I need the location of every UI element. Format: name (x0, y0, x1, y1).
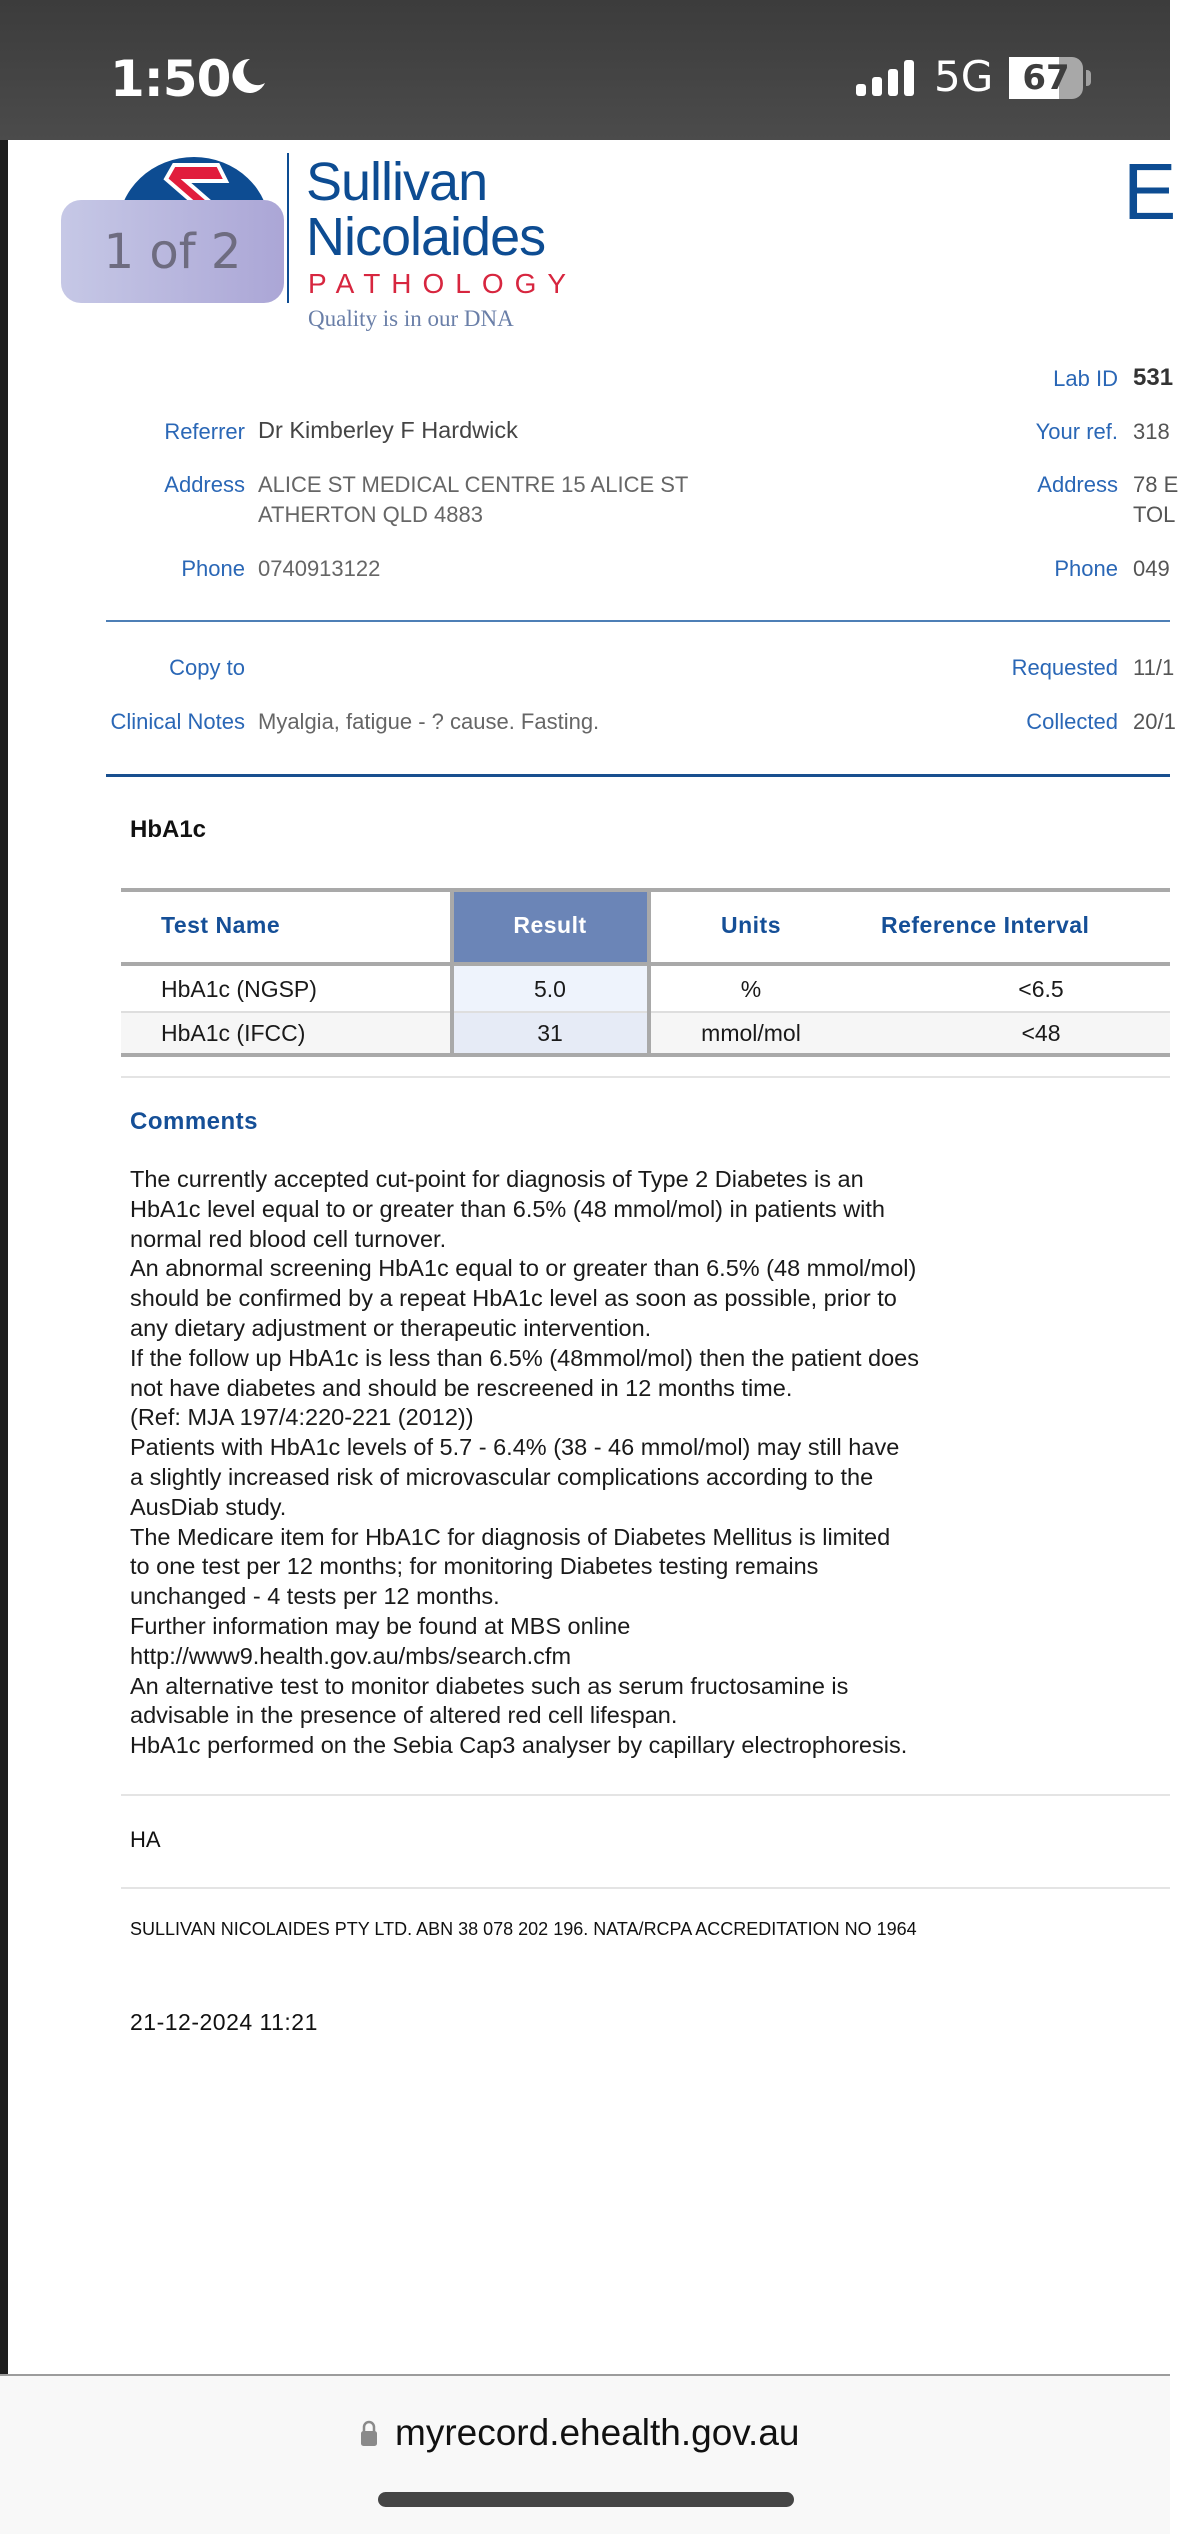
table-top-border (121, 888, 1170, 892)
comment-line: The currently accepted cut-point for diagnosis of Type 2 Diabetes is an (130, 1166, 864, 1192)
results-table (121, 888, 1170, 1058)
collected-value: 20/1 (1133, 709, 1176, 734)
referrer-phone-value: 0740913122 (258, 556, 381, 581)
test-name-cell: HbA1c (NGSP) (161, 976, 317, 1002)
battery-icon (1009, 57, 1083, 99)
divider (121, 1794, 1170, 1796)
logo-text-pathology: PATHOLOGY (308, 268, 578, 299)
lock-icon (360, 2420, 378, 2446)
patient-address-line2: TOL (1133, 502, 1176, 527)
comment-line: The Medicare item for HbA1C for diagnosis of Diabetes Mellitus is limited (130, 1523, 891, 1550)
result-cell: 5.0 (534, 976, 566, 1002)
referrer-address-line2: ATHERTON QLD 4883 (258, 502, 483, 527)
comment-line: An abnormal screening HbA1c equal to or greater than 6.5% (48 mmol/mol) (130, 1255, 917, 1282)
comment-line: to one test per 12 months; for monitoring Diabetes testing remains (130, 1553, 819, 1580)
clinical-notes-value: Myalgia, fatigue - ? cause. Fasting. (258, 709, 600, 734)
comment-line: If the follow up HbA1c is less than 6.5% (48mmol/mol) then the patient does (130, 1344, 919, 1371)
header-result: Result (513, 912, 587, 938)
status-time: 1:50 (110, 50, 231, 108)
units-cell: mmol/mol (701, 1020, 801, 1046)
left-edge (0, 140, 8, 2374)
printed-datetime: 21-12-2024 11:21 (130, 2009, 318, 2035)
signal-icon (856, 60, 916, 96)
units-cell: % (740, 976, 762, 1002)
comment-line: Further information may be found at MBS online (130, 1612, 631, 1639)
comment-link-line[interactable]: http://www9.health.gov.au/mbs/search.cfm (130, 1642, 572, 1669)
patient-address-label: Address (1037, 472, 1118, 497)
section-divider-dark (106, 774, 1170, 777)
status-bar (0, 0, 1170, 140)
moon-icon (228, 56, 268, 96)
comment-line: unchanged - 4 tests per 12 months. (130, 1583, 500, 1610)
comment-line: not have diabetes and should be rescreened in 12 months time. (130, 1374, 793, 1401)
comments-title: Comments (130, 1108, 259, 1135)
page-indicator-badge (61, 200, 284, 303)
url-text[interactable]: myrecord.ehealth.gov.au (395, 2412, 800, 2453)
table-header-border (121, 962, 1170, 966)
divider (121, 1076, 1170, 1078)
clinical-notes-label: Clinical Notes (110, 709, 245, 734)
test-section-title: HbA1c (130, 816, 207, 843)
reference-cell: <6.5 (1018, 976, 1064, 1002)
divider (121, 1887, 1170, 1889)
comment-line: any dietary adjustment or therapeutic intervention. (130, 1314, 652, 1341)
patient-phone-label: Phone (1054, 556, 1118, 581)
comment-line: should be confirmed by a repeat HbA1c level as soon as possible, prior to (130, 1285, 897, 1312)
comment-line: a slightly increased risk of microvascular complications according to the (130, 1463, 874, 1490)
comment-line: normal red blood cell turnover. (130, 1225, 447, 1252)
section-divider (106, 620, 1170, 622)
browser-url-bar[interactable] (0, 2374, 1170, 2534)
referrer-value: Dr Kimberley F Hardwick (258, 417, 518, 443)
battery-nub (1086, 70, 1091, 86)
comment-line: (Ref: MJA 197/4:220-221 (2012)) (130, 1404, 474, 1431)
logo-text-sullivan: Sullivan (306, 152, 488, 212)
header-title-partial: E (1123, 147, 1177, 236)
requested-label: Requested (1011, 655, 1118, 680)
result-cell: 31 (537, 1020, 563, 1046)
referrer-phone-label: Phone (181, 556, 245, 581)
patient-phone-value: 049 (1133, 556, 1170, 581)
copy-to-label: Copy to (169, 655, 245, 680)
initials: HA (130, 1827, 161, 1852)
lab-id-value: 531 (1133, 364, 1174, 391)
comment-line: HbA1c performed on the Sebia Cap3 analyser by capillary electrophoresis. (130, 1732, 908, 1759)
referrer-label: Referrer (164, 419, 245, 444)
referrer-address-line1: ALICE ST MEDICAL CENTRE 15 ALICE ST (258, 472, 689, 497)
header-reference-interval: Reference Interval (881, 912, 1090, 938)
table-bottom-border (121, 1053, 1170, 1057)
home-indicator[interactable] (378, 2492, 794, 2507)
requested-value: 11/1 (1133, 655, 1175, 680)
referrer-address-label: Address (164, 472, 245, 497)
logo-tagline: Quality is in our DNA (308, 306, 514, 331)
reference-cell: <48 (1021, 1020, 1061, 1046)
network-type: 5G (934, 52, 994, 101)
comment-line: An alternative test to monitor diabetes such as serum fructosamine is (130, 1672, 849, 1699)
comment-line: AusDiab study. (130, 1493, 287, 1520)
test-name-cell: HbA1c (IFCC) (161, 1020, 306, 1046)
battery-level: 67 (1022, 58, 1070, 98)
company-footer: SULLIVAN NICOLAIDES PTY LTD. ABN 38 078 202 196. NATA/RCPA ACCREDITATION NO 1964 (130, 1919, 917, 1939)
comment-line: advisable in the presence of altered red cell lifespan. (130, 1702, 678, 1729)
comments-body (130, 1165, 1150, 1761)
logo-text-nicolaides: Nicolaides (306, 207, 546, 267)
logo-divider (287, 153, 289, 303)
table-row-border (121, 1011, 1170, 1013)
patient-address-line1: 78 E (1133, 472, 1179, 497)
page-indicator-text: 1 of 2 (103, 223, 242, 280)
comment-line: HbA1c level equal to or greater than 6.5% (48 mmol/mol) in patients with (130, 1195, 885, 1222)
comment-line: Patients with HbA1c levels of 5.7 - 6.4% (38 - 46 mmol/mol) may still have (130, 1434, 900, 1461)
your-ref-value: 318 (1133, 419, 1170, 444)
header-units: Units (721, 912, 781, 938)
your-ref-label: Your ref. (1035, 419, 1118, 444)
collected-label: Collected (1026, 709, 1118, 734)
header-test-name: Test Name (161, 912, 281, 938)
document-page[interactable] (8, 140, 1179, 2374)
lab-id-label: Lab ID (1053, 366, 1118, 391)
